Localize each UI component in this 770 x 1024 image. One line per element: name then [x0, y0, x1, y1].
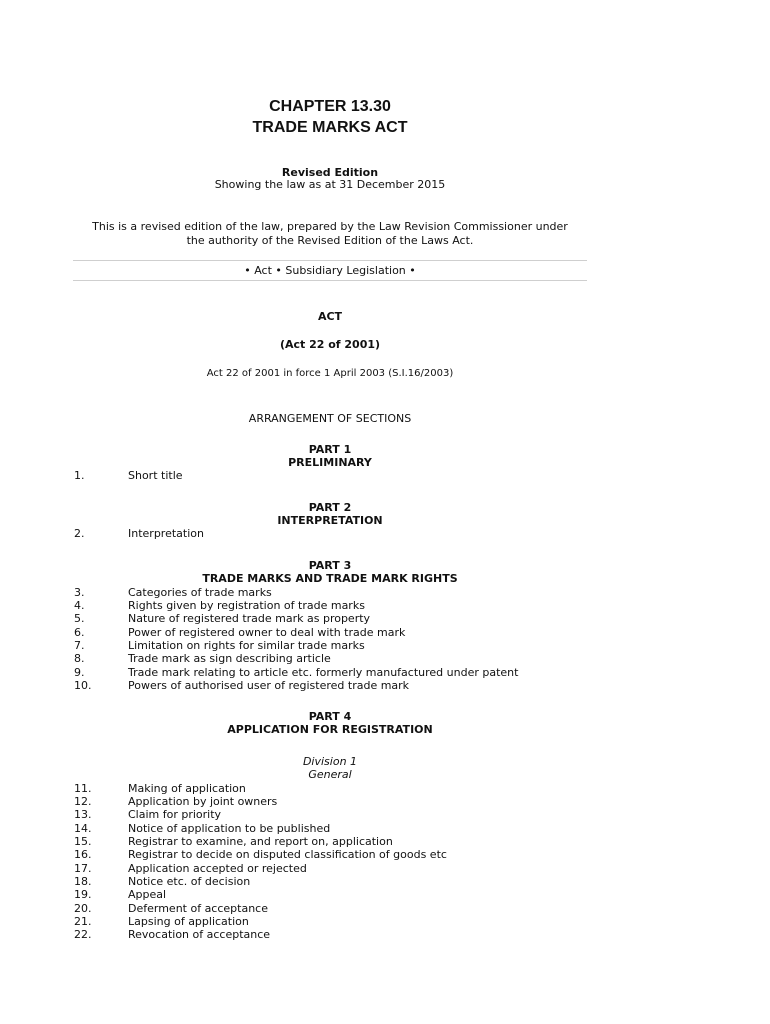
act-number: (Act 22 of 2001) [279, 338, 381, 351]
part-1-title: PRELIMINARY [288, 456, 372, 469]
section-number: 15. [74, 835, 92, 848]
part-3-label: PART 3 [308, 559, 352, 572]
revision-notice-line-1: This is a revised edition of the law, prepared by the Law Revision Commissioner under [92, 220, 568, 233]
section-link[interactable]: Application accepted or rejected [128, 862, 307, 875]
act-in-force: Act 22 of 2001 in force 1 April 2003 (S.I.16/2003) [206, 368, 454, 379]
section-number: 19. [74, 888, 92, 901]
section-number: 21. [74, 915, 92, 928]
section-number: 18. [74, 875, 92, 888]
part-4-label: PART 4 [308, 710, 352, 723]
part-4-title: APPLICATION FOR REGISTRATION [227, 723, 433, 736]
section-link[interactable]: Application by joint owners [128, 795, 278, 808]
section-link[interactable]: Trade mark as sign describing article [128, 652, 331, 665]
section-link[interactable]: Rights given by registration of trade marks [128, 599, 365, 612]
section-number: 11. [74, 782, 92, 795]
section-link[interactable]: Revocation of acceptance [128, 928, 271, 941]
part-1-label: PART 1 [308, 443, 352, 456]
division-1-label: Division 1 [302, 755, 358, 768]
section-link[interactable]: Powers of authorised user of registered trade mark [128, 679, 410, 692]
section-number: 8. [74, 652, 85, 665]
section-number: 16. [74, 848, 92, 861]
section-number: 17. [74, 862, 92, 875]
act-title: TRADE MARKS ACT [252, 119, 408, 136]
part-2-label: PART 2 [308, 501, 352, 514]
section-link[interactable]: Short title [128, 469, 183, 482]
section-number: 6. [74, 626, 85, 639]
section-link[interactable]: Nature of registered trade mark as property [128, 612, 371, 625]
section-link[interactable]: Registrar to examine, and report on, application [128, 835, 393, 848]
part-2-title: INTERPRETATION [277, 514, 383, 527]
section-number: 20. [74, 902, 92, 915]
section-number: 12. [74, 795, 92, 808]
section-number: 22. [74, 928, 92, 941]
section-link[interactable]: Registrar to decide on disputed classification of goods etc [128, 848, 447, 861]
section-link[interactable]: Interpretation [128, 527, 204, 540]
section-link[interactable]: Power of registered owner to deal with trade mark [128, 626, 406, 639]
section-number: 3. [74, 586, 85, 599]
section-number: 2. [74, 527, 85, 540]
section-number: 13. [74, 808, 92, 821]
document-nav[interactable]: • Act • Subsidiary Legislation • [244, 264, 416, 277]
section-number: 7. [74, 639, 85, 652]
chapter-number: CHAPTER 13.30 [269, 98, 391, 115]
section-link[interactable]: Lapsing of application [128, 915, 249, 928]
top-divider [73, 260, 587, 261]
section-link[interactable]: Trade mark relating to article etc. formerly manufactured under patent [128, 666, 519, 679]
arrangement-heading: ARRANGEMENT OF SECTIONS [248, 412, 412, 425]
section-link[interactable]: Limitation on rights for similar trade marks [128, 639, 365, 652]
section-link[interactable]: Notice etc. of decision [128, 875, 251, 888]
section-number: 5. [74, 612, 85, 625]
revision-notice-line-2: the authority of the Revised Edition of the Laws Act. [186, 234, 474, 247]
section-number: 10. [74, 679, 92, 692]
section-number: 1. [74, 469, 85, 482]
section-number: 4. [74, 599, 85, 612]
section-number: 14. [74, 822, 92, 835]
section-link[interactable]: Categories of trade marks [128, 586, 272, 599]
act-heading: ACT [317, 310, 343, 323]
section-link[interactable]: Claim for priority [128, 808, 222, 821]
division-1-title: General [308, 768, 352, 781]
edition-date: Showing the law as at 31 December 2015 [214, 178, 446, 191]
bottom-divider [73, 280, 587, 281]
part-3-title: TRADE MARKS AND TRADE MARK RIGHTS [202, 572, 458, 585]
section-link[interactable]: Appeal [128, 888, 167, 901]
section-link[interactable]: Making of application [128, 782, 246, 795]
section-number: 9. [74, 666, 85, 679]
section-link[interactable]: Deferment of acceptance [128, 902, 268, 915]
edition-label: Revised Edition [281, 166, 379, 179]
section-link[interactable]: Notice of application to be published [128, 822, 331, 835]
